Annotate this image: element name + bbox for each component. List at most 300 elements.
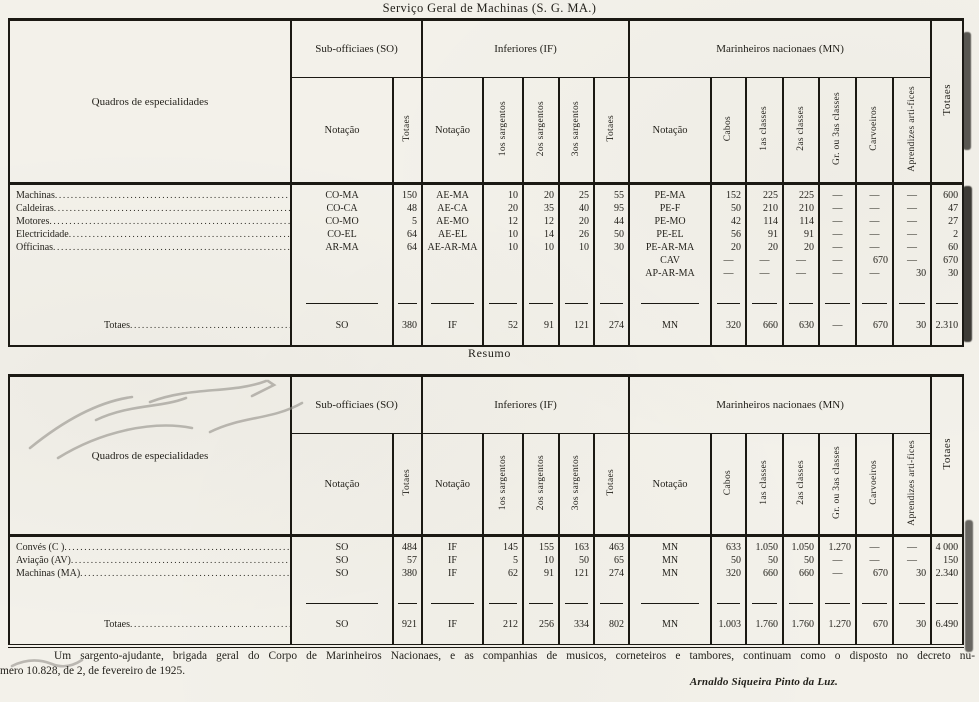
header-if-notacao: Notação — [422, 434, 483, 536]
data-cell: SO — [291, 567, 393, 580]
header-1as-classes — [746, 434, 783, 536]
data-cell: — — [893, 254, 931, 267]
data-cell: SO — [291, 606, 393, 646]
data-cell: 50 — [746, 554, 783, 567]
rule-cell — [483, 298, 523, 306]
spacer-cell — [931, 280, 963, 298]
rule-cell — [523, 298, 559, 306]
header-carvoeiros-label: Carvoeiros — [869, 460, 880, 505]
data-cell: — — [856, 554, 893, 567]
data-cell: 660 — [783, 567, 819, 580]
totals-rule — [789, 303, 813, 304]
spacer-cell — [819, 280, 856, 298]
data-cell: — — [819, 267, 856, 280]
data-cell: 20 — [711, 241, 746, 254]
signature: Arnaldo Siqueira Pinto da Luz. — [689, 676, 838, 688]
spacer-cell — [746, 580, 783, 598]
header-mn-notacao: Notação — [629, 434, 711, 536]
data-cell: PE-F — [629, 202, 711, 215]
data-cell: 30 — [893, 606, 931, 646]
header-1os-sargentos-label: 1os sargentos — [497, 100, 508, 157]
spacer-cell — [9, 280, 291, 298]
header-aprendizes — [893, 78, 931, 184]
data-cell: CAV — [629, 254, 711, 267]
spacer-cell — [931, 580, 963, 598]
data-cell: 114 — [783, 215, 819, 228]
data-cell: 4 000 — [931, 536, 963, 555]
data-cell: 10 — [483, 241, 523, 254]
totals-rule — [489, 603, 516, 604]
header-so-totaes — [393, 434, 422, 536]
table-row — [9, 536, 963, 555]
totals-rule — [789, 603, 813, 604]
rule-cell — [783, 298, 819, 306]
data-cell: MN — [629, 567, 711, 580]
spacer-cell — [783, 280, 819, 298]
totals-rule — [600, 603, 624, 604]
data-cell: 91 — [523, 306, 559, 346]
row-label-cell: Caldeiras ..... — [9, 202, 291, 215]
data-cell: — — [783, 254, 819, 267]
spacer-cell — [629, 580, 711, 598]
data-cell: 20 — [746, 241, 783, 254]
totals-rule — [862, 603, 887, 604]
rule-cell — [856, 298, 893, 306]
rule-cell — [629, 598, 711, 606]
data-cell: SO — [291, 554, 393, 567]
data-cell: — — [893, 554, 931, 567]
data-cell: — — [856, 202, 893, 215]
spacer-cell — [483, 580, 523, 598]
data-cell: 210 — [783, 202, 819, 215]
table-row — [9, 215, 963, 228]
spacer-cell — [393, 280, 422, 298]
header-carvoeiros-label: Carvoeiros — [869, 106, 880, 151]
data-cell: 44 — [594, 215, 629, 228]
data-cell: — — [711, 254, 746, 267]
data-cell: 1.760 — [746, 606, 783, 646]
totals-rule — [862, 303, 887, 304]
data-cell: 150 — [393, 184, 422, 203]
totals-row — [9, 606, 963, 646]
data-cell: — — [711, 267, 746, 280]
totals-rule-row — [9, 598, 963, 606]
data-cell: 155 — [523, 536, 559, 555]
data-cell: — — [893, 184, 931, 203]
header-if-totaes-label: Totaes — [606, 469, 617, 496]
table-row — [9, 202, 963, 215]
data-cell: 670 — [931, 254, 963, 267]
header-3os-sargentos — [559, 434, 594, 536]
data-cell: — — [819, 567, 856, 580]
data-cell — [291, 254, 393, 267]
totals-rule — [641, 303, 699, 304]
data-cell: 30 — [594, 241, 629, 254]
totals-rule — [717, 603, 741, 604]
data-cell: 660 — [746, 306, 783, 346]
header-group-mn: Marinheiros nacionaes (MN) — [629, 20, 931, 78]
data-cell: 50 — [594, 228, 629, 241]
table-row — [9, 241, 963, 254]
footnote-line-1: Um sargento-ajudante, brigada geral do Corpo de Marinheiros Nacionaes, e as companhias de musicos, corneteiros e tambores, continuam como o disposto no decreto nu- — [54, 650, 975, 662]
data-cell: 802 — [594, 606, 629, 646]
header-mn-notacao: Notação — [629, 78, 711, 184]
data-cell: CO-EL — [291, 228, 393, 241]
header-1os-sargentos — [483, 434, 523, 536]
rule-cell — [393, 298, 422, 306]
spacer-row — [9, 580, 963, 598]
header-cabos-label: Cabos — [723, 469, 734, 496]
data-cell: 20 — [783, 241, 819, 254]
table-totals — [9, 580, 963, 646]
header-so-notacao: Notação — [291, 78, 393, 184]
data-cell: 212 — [483, 606, 523, 646]
totals-rule — [600, 303, 624, 304]
header-totaes-column — [931, 376, 963, 536]
data-cell: 1.270 — [819, 536, 856, 555]
data-cell: 2 — [931, 228, 963, 241]
data-cell: 1.003 — [711, 606, 746, 646]
totals-rule — [529, 303, 553, 304]
data-cell: 380 — [393, 567, 422, 580]
data-cell: 320 — [711, 306, 746, 346]
data-cell: 56 — [711, 228, 746, 241]
spacer-cell — [483, 280, 523, 298]
header-gr-3as-classes-label: Gr. ou 3as classes — [832, 446, 843, 519]
totals-rule — [529, 603, 553, 604]
data-cell: 225 — [746, 184, 783, 203]
table-body — [9, 536, 963, 581]
data-cell: — — [819, 554, 856, 567]
header-carvoeiros — [856, 78, 893, 184]
data-cell: 27 — [931, 215, 963, 228]
data-cell: 30 — [931, 267, 963, 280]
data-cell: 95 — [594, 202, 629, 215]
spacer-cell — [711, 280, 746, 298]
data-cell: 1.050 — [746, 536, 783, 555]
data-cell: 14 — [523, 228, 559, 241]
totals-rule — [825, 603, 850, 604]
data-cell: 630 — [783, 306, 819, 346]
table-totals — [9, 280, 963, 346]
data-cell: — — [819, 202, 856, 215]
data-cell: IF — [422, 536, 483, 555]
row-label-cell: Totaes ..... — [9, 606, 291, 646]
data-cell: 50 — [711, 554, 746, 567]
table-row — [9, 228, 963, 241]
spacer-cell — [523, 280, 559, 298]
data-cell: 10 — [523, 241, 559, 254]
spacer-cell — [422, 280, 483, 298]
data-cell: — — [856, 184, 893, 203]
data-cell: — — [746, 267, 783, 280]
rule-cell — [559, 598, 594, 606]
header-2as-classes-label: 2as classes — [795, 460, 806, 505]
data-cell: — — [819, 228, 856, 241]
rule-cell — [746, 598, 783, 606]
header-1as-classes-label: 1as classes — [759, 106, 770, 151]
totals-rule — [752, 603, 777, 604]
header-if-totaes-label: Totaes — [606, 115, 617, 142]
totals-rule — [936, 303, 958, 304]
header-group-if: Inferiores (IF) — [422, 20, 629, 78]
totals-rule — [489, 303, 516, 304]
rule-cell — [856, 598, 893, 606]
header-carvoeiros — [856, 434, 893, 536]
data-cell: 40 — [559, 202, 594, 215]
data-cell: 50 — [559, 554, 594, 567]
table-header — [9, 376, 963, 536]
data-cell: 47 — [931, 202, 963, 215]
data-cell — [594, 254, 629, 267]
data-cell: 12 — [523, 215, 559, 228]
rule-cell — [819, 298, 856, 306]
data-cell: 57 — [393, 554, 422, 567]
data-cell: 463 — [594, 536, 629, 555]
data-cell: 1.270 — [819, 606, 856, 646]
data-cell: MN — [629, 306, 711, 346]
header-gr-3as-classes — [819, 78, 856, 184]
data-cell: 26 — [559, 228, 594, 241]
row-label-cell: Machinas ..... — [9, 184, 291, 203]
data-cell: 660 — [746, 567, 783, 580]
data-cell: 114 — [746, 215, 783, 228]
data-cell: 210 — [746, 202, 783, 215]
row-label-cell: Aviação (AV) ..... — [9, 554, 291, 567]
data-cell: 48 — [393, 202, 422, 215]
data-cell: 670 — [856, 606, 893, 646]
header-1as-classes — [746, 78, 783, 184]
spacer-cell — [393, 580, 422, 598]
data-cell: 10 — [483, 184, 523, 203]
header-1as-classes-label: 1as classes — [759, 460, 770, 505]
header-so-notacao: Notação — [291, 434, 393, 536]
rule-cell — [819, 598, 856, 606]
data-cell: — — [819, 184, 856, 203]
table-body — [9, 184, 963, 281]
data-cell: PE-MO — [629, 215, 711, 228]
data-cell: — — [819, 254, 856, 267]
data-cell — [483, 254, 523, 267]
footnote-line-2: mero 10.828, de 2, de fevereiro de 1925. — [0, 664, 186, 677]
machinas-detail-table — [8, 18, 964, 347]
header-2as-classes — [783, 78, 819, 184]
data-cell: 670 — [856, 306, 893, 346]
data-cell: SO — [291, 536, 393, 555]
data-cell: 42 — [711, 215, 746, 228]
data-cell: 274 — [594, 567, 629, 580]
data-cell: 60 — [931, 241, 963, 254]
data-cell: CO-CA — [291, 202, 393, 215]
data-cell: 6.490 — [931, 606, 963, 646]
data-cell: 600 — [931, 184, 963, 203]
header-cabos-label: Cabos — [723, 115, 734, 142]
row-label-cell — [9, 254, 291, 267]
data-cell: PE-EL — [629, 228, 711, 241]
footnote — [0, 650, 975, 678]
header-totaes-label: Totaes — [940, 84, 953, 116]
data-cell: AE-MO — [422, 215, 483, 228]
totals-rule — [565, 303, 589, 304]
scan-edge-artifact — [963, 186, 972, 342]
data-cell: 20 — [483, 202, 523, 215]
spacer-cell — [856, 280, 893, 298]
data-cell: 62 — [483, 567, 523, 580]
data-cell: MN — [629, 606, 711, 646]
data-cell: 1.050 — [783, 536, 819, 555]
data-cell: — — [783, 267, 819, 280]
data-cell: — — [856, 215, 893, 228]
data-cell: 380 — [393, 306, 422, 346]
data-cell — [523, 254, 559, 267]
header-aprendizes-label: Aprendizes arti-fices — [906, 439, 917, 526]
data-cell: 12 — [483, 215, 523, 228]
data-cell: — — [819, 241, 856, 254]
data-cell — [559, 267, 594, 280]
totals-rule — [398, 303, 417, 304]
data-cell: IF — [422, 306, 483, 346]
data-cell: AE-CA — [422, 202, 483, 215]
totals-rule — [431, 303, 473, 304]
header-2os-sargentos — [523, 434, 559, 536]
data-cell: 2.340 — [931, 567, 963, 580]
spacer-cell — [746, 280, 783, 298]
header-cabos — [711, 78, 746, 184]
data-cell: 670 — [856, 254, 893, 267]
spacer-cell — [422, 580, 483, 598]
data-cell: 91 — [746, 228, 783, 241]
spacer-cell — [893, 580, 931, 598]
data-cell: 25 — [559, 184, 594, 203]
data-cell: — — [856, 228, 893, 241]
data-cell: — — [819, 306, 856, 346]
rule-cell — [422, 298, 483, 306]
rule-cell — [9, 598, 291, 606]
header-if-notacao: Notação — [422, 78, 483, 184]
data-cell: 91 — [783, 228, 819, 241]
header-gr-3as-classes — [819, 434, 856, 536]
data-cell: — — [746, 254, 783, 267]
row-label-cell — [9, 267, 291, 280]
data-cell: 30 — [893, 567, 931, 580]
totals-rule — [431, 603, 473, 604]
header-3os-sargentos-label: 3os sargentos — [571, 100, 582, 157]
data-cell — [291, 267, 393, 280]
row-label-cell: Electricidade ..... — [9, 228, 291, 241]
data-cell: CO-MO — [291, 215, 393, 228]
data-cell — [422, 254, 483, 267]
header-totaes-label: Totaes — [940, 438, 953, 470]
rule-cell — [893, 298, 931, 306]
header-cabos — [711, 434, 746, 536]
data-cell: 121 — [559, 567, 594, 580]
data-cell: — — [893, 228, 931, 241]
header-3os-sargentos — [559, 78, 594, 184]
data-cell: AE-EL — [422, 228, 483, 241]
header-aprendizes — [893, 434, 931, 536]
totals-rule — [398, 603, 417, 604]
totals-rule — [899, 603, 925, 604]
data-cell: 10 — [483, 228, 523, 241]
data-cell: AP-AR-MA — [629, 267, 711, 280]
data-cell: IF — [422, 606, 483, 646]
rule-cell — [746, 298, 783, 306]
data-cell: 35 — [523, 202, 559, 215]
data-cell: 10 — [523, 554, 559, 567]
totals-rule — [641, 603, 699, 604]
spacer-cell — [523, 580, 559, 598]
rule-cell — [291, 598, 393, 606]
row-label-cell: Machinas (MA) ..... — [9, 567, 291, 580]
data-cell: 64 — [393, 241, 422, 254]
data-cell: 484 — [393, 536, 422, 555]
header-2as-classes — [783, 434, 819, 536]
header-group-if: Inferiores (IF) — [422, 376, 629, 434]
data-cell: 145 — [483, 536, 523, 555]
rule-cell — [783, 598, 819, 606]
header-1os-sargentos-label: 1os sargentos — [497, 454, 508, 511]
data-cell — [594, 267, 629, 280]
row-label-cell: Totaes ..... — [9, 306, 291, 346]
row-label-cell: Motores ..... — [9, 215, 291, 228]
data-cell: AE-AR-MA — [422, 241, 483, 254]
data-cell: IF — [422, 554, 483, 567]
spacer-cell — [783, 580, 819, 598]
header-quadros: Quadros de especialidades — [91, 449, 209, 462]
spacer-cell — [711, 580, 746, 598]
rule-cell — [9, 298, 291, 306]
data-cell: 121 — [559, 306, 594, 346]
data-cell: — — [856, 267, 893, 280]
data-cell: 2.310 — [931, 306, 963, 346]
data-cell: 5 — [393, 215, 422, 228]
header-2os-sargentos-label: 2os sargentos — [535, 454, 546, 511]
row-label-cell: Convés (C ) ..... — [9, 536, 291, 555]
rule-cell — [629, 298, 711, 306]
spacer-cell — [594, 580, 629, 598]
spacer-cell — [594, 280, 629, 298]
data-cell: MN — [629, 554, 711, 567]
header-group-so: Sub-officiaes (SO) — [291, 376, 422, 434]
header-3os-sargentos-label: 3os sargentos — [571, 454, 582, 511]
spacer-cell — [559, 580, 594, 598]
data-cell: 50 — [783, 554, 819, 567]
data-cell — [393, 267, 422, 280]
spacer-cell — [291, 580, 393, 598]
spacer-cell — [9, 580, 291, 598]
rule-cell — [393, 598, 422, 606]
data-cell: 10 — [559, 241, 594, 254]
data-cell: — — [856, 536, 893, 555]
totals-row — [9, 306, 963, 346]
data-cell — [483, 267, 523, 280]
data-cell: PE-AR-MA — [629, 241, 711, 254]
rule-cell — [594, 298, 629, 306]
spacer-cell — [856, 580, 893, 598]
header-2os-sargentos-label: 2os sargentos — [535, 100, 546, 157]
data-cell: — — [893, 536, 931, 555]
rule-cell — [422, 598, 483, 606]
header-aprendizes-label: Aprendizes arti-fices — [906, 85, 917, 172]
data-cell: 320 — [711, 567, 746, 580]
data-cell: 20 — [523, 184, 559, 203]
data-cell: 50 — [711, 202, 746, 215]
totals-rule — [752, 303, 777, 304]
data-cell: — — [819, 215, 856, 228]
spacer-row — [9, 280, 963, 298]
resumo-summary-table — [8, 374, 964, 648]
data-cell: 274 — [594, 306, 629, 346]
